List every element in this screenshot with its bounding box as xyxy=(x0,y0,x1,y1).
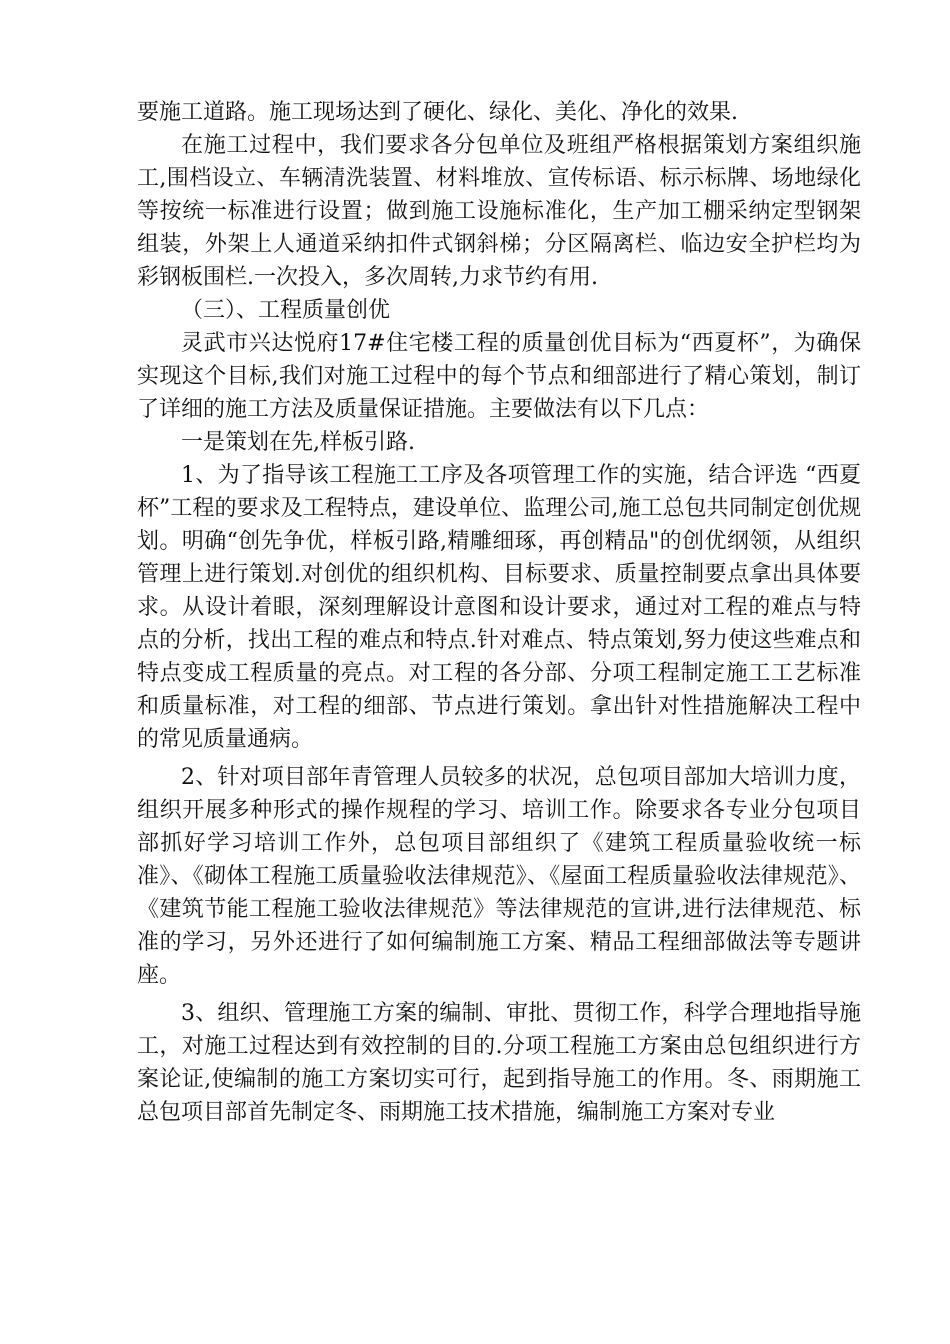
document-body xyxy=(137,96,861,1129)
paragraph-3: 灵武市兴达悦府17#住宅楼工程的质量创优目标为“西夏杯”，为确保实现这个目标,我们对施工过程中的每个节点和细部进行了精心策划，制订了详细的施工方法及质量保证措施。主要做法有以下几点： xyxy=(137,331,861,422)
paragraph-6: 2、针对项目部年青管理人员较多的状况，总包项目部加大培训力度，组织开展多种形式的操作规程的学习、培训工作。除要求各专业分包项目部抓好学习培训工作外，总包项目部组织了《建筑工程质量验收统一标准》、《砌体工程施工质量验收法律规范》、《屋面工程质量验收法律规范》、《建筑节能工程施工验收法律规范》等法律规范的宣讲,进行法律规范、标准的学习，另外还进行了如何编制施工方案、精品工程细部做法等专题讲座。 xyxy=(137,765,861,988)
section-heading: （三）、工程质量创优 xyxy=(181,298,391,323)
paragraph-2: 在施工过程中，我们要求各分包单位及班组严格根据策划方案组织施工,围档设立、车辆清洗装置、材料堆放、宣传标语、标示标牌、场地绿化等按统一标准进行设置；做到施工设施标准化，生产加工棚采纳定型钢架组装，外架上人通道采纳扣件式钢斜梯；分区隔离栏、临边安全护栏均为彩钢板围栏.一次投入，多次周转,力求节约有用. xyxy=(137,133,861,290)
paragraph-1: 要施工道路。施工现场达到了硬化、绿化、美化、净化的效果. xyxy=(137,100,738,125)
paragraph-4: 一是策划在先,样板引路. xyxy=(181,430,415,455)
paragraph-7: 3、组织、管理施工方案的编制、审批、贯彻工作，科学合理地指导施工，对施工过程达到有效控制的目的.分项工程施工方案由总包组织进行方案论证,使编制的施工方案切实可行，起到指导施工的作用。冬、雨期施工总包项目部首先制定冬、雨期施工技术措施，编制施工方案对专业 xyxy=(137,1001,861,1125)
paragraph-5: 1、为了指导该工程施工工序及各项管理工作的实施，结合评选 “西夏杯”工程的要求及工程特点，建设单位、监理公司,施工总包共同制定创优规划。明确“创先争优，样板引路,精雕细琢，再创精品"的创优纲领，从组织管理上进行策划.对创优的组织机构、目标要求、质量控制要点拿出具体要求。从设计着眼，深刻理解设计意图和设计要求，通过对工程的难点与特点的分析，找出工程的难点和特点.针对难点、特点策划,努力使这些难点和特点变成工程质量的亮点。对工程的各分部、分项工程制定施工工艺标准和质量标准，对工程的细部、节点进行策划。拿出针对性措施解决工程中的常见质量通病。 xyxy=(137,463,861,752)
